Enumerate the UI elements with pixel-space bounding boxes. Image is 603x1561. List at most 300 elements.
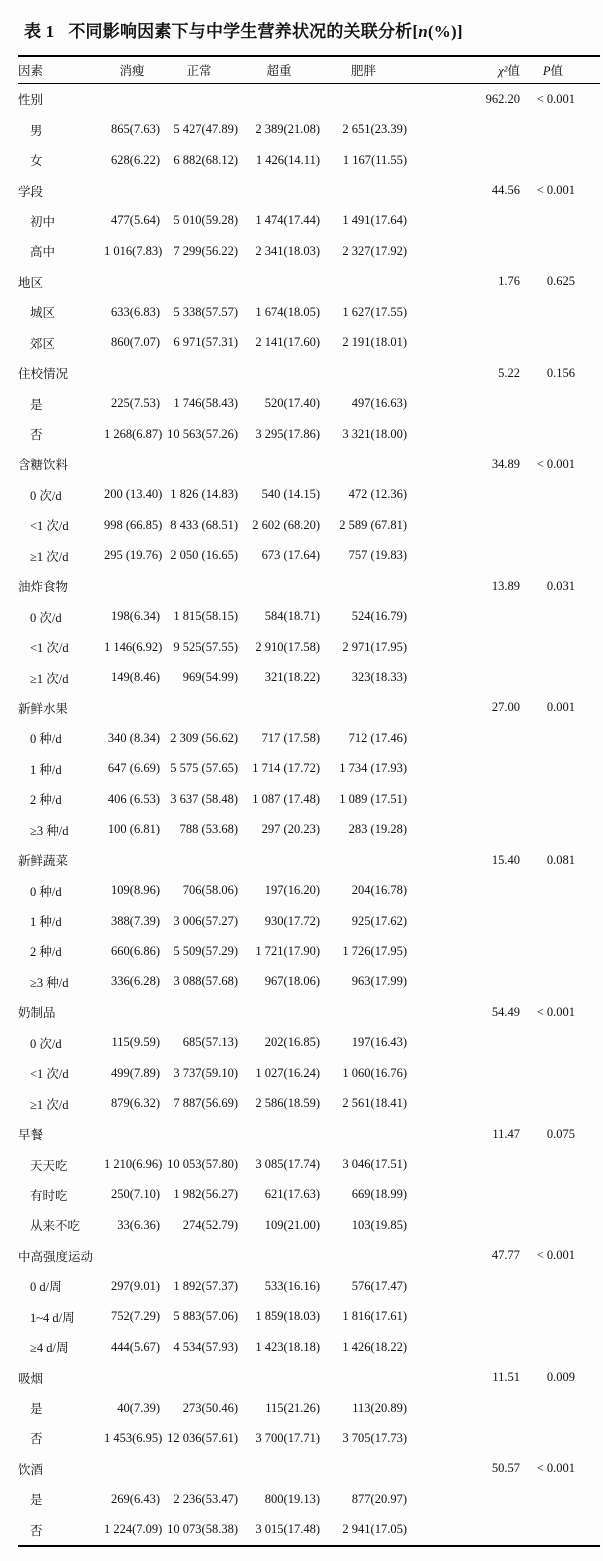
- cell-p-value: [520, 875, 600, 905]
- cell-n-percent: 269(6.43): [111, 1491, 160, 1506]
- cell-n-percent: 197(16.43): [351, 1035, 407, 1050]
- table-row: [18, 1241, 600, 1271]
- cell-p-value: < 0.001: [536, 1004, 575, 1019]
- cell-chi2-value: [407, 662, 520, 692]
- cell-n-percent: 5 509(57.29): [173, 943, 238, 958]
- cell-n-percent: 100 (6.81): [107, 822, 160, 837]
- table-header: [18, 56, 600, 84]
- cell-chi2-value: [407, 1180, 520, 1210]
- cell-n-percent: 1 627(17.55): [342, 304, 407, 319]
- cell-p-value: [520, 541, 600, 571]
- cell-chi2-value: 54.49: [491, 1004, 520, 1019]
- cell-chi2-value: [407, 601, 520, 631]
- header-obese: 肥胖: [320, 56, 407, 84]
- cell-chi2-value: [407, 114, 520, 144]
- cell-n-percent: [104, 1241, 160, 1271]
- header-row: [18, 56, 600, 84]
- table-row: [18, 1393, 600, 1423]
- cell-n-percent: 4 534(57.93): [173, 1339, 238, 1354]
- cell-n-percent: 1 674(18.05): [255, 304, 320, 319]
- cell-n-percent: [104, 693, 160, 723]
- cell-chi2-value: [407, 1515, 520, 1546]
- cell-n-percent: 2 561(18.41): [342, 1096, 407, 1111]
- row-label-sub: 0 d/周: [30, 1280, 62, 1295]
- statistics-table: [18, 55, 600, 1547]
- cell-chi2-value: 50.57: [491, 1461, 520, 1476]
- row-label-sub: 1~4 d/周: [30, 1310, 75, 1325]
- cell-p-value: [520, 1028, 600, 1058]
- cell-n-percent: 406 (6.53): [107, 791, 160, 806]
- cell-n-percent: 3 700(17.71): [255, 1430, 320, 1445]
- cell-n-percent: [160, 1241, 238, 1271]
- row-label-category: 新鲜蔬菜: [18, 854, 69, 869]
- cell-n-percent: 3 737(59.10): [173, 1065, 238, 1080]
- cell-p-value: [520, 480, 600, 510]
- cell-n-percent: [104, 845, 160, 875]
- table-row: [18, 419, 600, 449]
- cell-p-value: [520, 815, 600, 845]
- cell-n-percent: 1 089 (17.51): [339, 791, 407, 806]
- cell-n-percent: 647 (6.69): [107, 761, 160, 776]
- cell-chi2-value: [407, 388, 520, 418]
- cell-p-value: 0.081: [546, 852, 575, 867]
- cell-n-percent: [238, 1454, 320, 1484]
- table-row: [18, 297, 600, 327]
- cell-n-percent: [320, 1454, 407, 1484]
- cell-chi2-value: [407, 1332, 520, 1362]
- cell-n-percent: [238, 358, 320, 388]
- cell-n-percent: 2 309 (56.62): [170, 730, 238, 745]
- cell-p-value: < 0.001: [536, 183, 575, 198]
- table-row: [18, 358, 600, 388]
- cell-p-value: [520, 1302, 600, 1332]
- cell-n-percent: 197(16.20): [264, 883, 320, 898]
- cell-n-percent: 930(17.72): [264, 913, 320, 928]
- cell-p-value: [520, 1180, 600, 1210]
- row-label-category: 性别: [18, 93, 44, 108]
- row-label-sub: 0 种/d: [30, 884, 62, 899]
- cell-n-percent: [238, 175, 320, 205]
- cell-n-percent: 1 721(17.90): [255, 943, 320, 958]
- cell-n-percent: 40(7.39): [117, 1400, 160, 1415]
- cell-n-percent: 865(7.63): [111, 122, 160, 137]
- table-row: [18, 1149, 600, 1179]
- cell-n-percent: 3 321(18.00): [342, 426, 407, 441]
- cell-n-percent: 860(7.07): [111, 335, 160, 350]
- cell-chi2-value: 13.89: [491, 578, 520, 593]
- row-label-sub: ≥1 次/d: [30, 1097, 69, 1112]
- row-label-sub: 0 次/d: [30, 1036, 62, 1051]
- table-row: [18, 328, 600, 358]
- table-row: [18, 480, 600, 510]
- row-label-category: 吸烟: [18, 1371, 44, 1386]
- cell-n-percent: 800(19.13): [264, 1491, 320, 1506]
- table-row: [18, 845, 600, 875]
- cell-n-percent: [320, 1362, 407, 1392]
- cell-n-percent: 533(16.16): [264, 1278, 320, 1293]
- cell-n-percent: 669(18.99): [351, 1187, 407, 1202]
- cell-n-percent: 33(6.36): [117, 1217, 160, 1232]
- cell-n-percent: 2 589 (67.81): [339, 517, 407, 532]
- cell-n-percent: [238, 449, 320, 479]
- row-label-sub: 否: [30, 428, 43, 443]
- cell-n-percent: 283 (19.28): [348, 822, 407, 837]
- header-thin: 消瘦: [104, 56, 160, 84]
- cell-p-value: [520, 328, 600, 358]
- table-number: 表 1: [24, 22, 55, 41]
- row-label-sub: 2 种/d: [30, 793, 62, 808]
- cell-p-value: 0.009: [546, 1370, 575, 1385]
- row-label-sub: ≥3 种/d: [30, 823, 69, 838]
- cell-p-value: [520, 967, 600, 997]
- cell-n-percent: 752(7.29): [111, 1309, 160, 1324]
- cell-p-value: < 0.001: [536, 456, 575, 471]
- row-label-sub: 0 种/d: [30, 732, 62, 747]
- cell-chi2-value: 11.51: [492, 1370, 520, 1385]
- cell-n-percent: 1 268(6.87): [104, 426, 163, 441]
- cell-p-value: [520, 754, 600, 784]
- cell-n-percent: [238, 997, 320, 1027]
- table-row: [18, 541, 600, 571]
- row-label-sub: 是: [30, 1402, 43, 1417]
- cell-chi2-value: [407, 541, 520, 571]
- cell-chi2-value: [407, 328, 520, 358]
- cell-p-value: [520, 601, 600, 631]
- cell-n-percent: 7 887(56.69): [173, 1096, 238, 1111]
- cell-p-value: 0.075: [546, 1126, 575, 1141]
- cell-p-value: 0.031: [546, 578, 575, 593]
- cell-n-percent: [160, 175, 238, 205]
- table-row: [18, 1088, 600, 1118]
- table-row: [18, 1484, 600, 1514]
- cell-n-percent: 12 036(57.61): [167, 1430, 238, 1445]
- cell-n-percent: 633(6.83): [111, 304, 160, 319]
- cell-chi2-value: [407, 1302, 520, 1332]
- cell-n-percent: [104, 84, 160, 115]
- cell-n-percent: [238, 84, 320, 115]
- title-unit: (%)]: [427, 22, 463, 41]
- table-row: [18, 84, 600, 115]
- row-label-category: 饮酒: [18, 1462, 44, 1477]
- table-row: [18, 723, 600, 753]
- cell-n-percent: [160, 358, 238, 388]
- header-overweight: 超重: [238, 56, 320, 84]
- table-body: [18, 84, 600, 1547]
- cell-chi2-value: [407, 1058, 520, 1088]
- cell-n-percent: [320, 997, 407, 1027]
- table-row: [18, 875, 600, 905]
- cell-p-value: [520, 1423, 600, 1453]
- cell-n-percent: 1 726(17.95): [342, 943, 407, 958]
- table-row: [18, 388, 600, 418]
- cell-n-percent: 202(16.85): [264, 1035, 320, 1050]
- chi2-symbol: χ²: [498, 64, 508, 78]
- cell-n-percent: 3 015(17.48): [255, 1522, 320, 1537]
- cell-n-percent: 1 027(16.24): [255, 1065, 320, 1080]
- cell-chi2-value: [407, 510, 520, 540]
- cell-n-percent: 877(20.97): [351, 1491, 407, 1506]
- table-row: [18, 601, 600, 631]
- cell-p-value: [520, 723, 600, 753]
- cell-n-percent: 969(54.99): [182, 670, 238, 685]
- cell-chi2-value: [407, 723, 520, 753]
- cell-n-percent: 7 299(56.22): [173, 243, 238, 258]
- cell-n-percent: 444(5.67): [111, 1339, 160, 1354]
- cell-n-percent: 3 006(57.27): [173, 913, 238, 928]
- cell-p-value: 0.625: [546, 274, 575, 289]
- cell-n-percent: 788 (53.68): [179, 822, 238, 837]
- row-label-sub: <1 次/d: [30, 1067, 69, 1082]
- row-label-sub: ≥4 d/周: [30, 1341, 69, 1356]
- table-title-text: 不同影响因素下与中学生营养状况的关联分析: [68, 22, 413, 41]
- table-row: [18, 1362, 600, 1392]
- table-row: [18, 1058, 600, 1088]
- cell-p-value: [520, 906, 600, 936]
- cell-n-percent: 1 746(58.43): [173, 396, 238, 411]
- row-label-sub: <1 次/d: [30, 519, 69, 534]
- row-label-category: 奶制品: [18, 1006, 56, 1021]
- cell-p-value: [520, 1271, 600, 1301]
- cell-n-percent: 321(18.22): [264, 670, 320, 685]
- row-label-sub: 天天吃: [30, 1158, 68, 1173]
- cell-n-percent: 2 941(17.05): [342, 1522, 407, 1537]
- table-row: [18, 1515, 600, 1546]
- table-row: [18, 967, 600, 997]
- cell-p-value: [520, 1332, 600, 1362]
- cell-n-percent: 1 815(58.15): [173, 609, 238, 624]
- cell-chi2-value: [407, 875, 520, 905]
- cell-chi2-value: [407, 419, 520, 449]
- cell-chi2-value: [407, 1210, 520, 1240]
- table-row: [18, 449, 600, 479]
- cell-n-percent: 2 050 (16.65): [170, 548, 238, 563]
- table-row: [18, 145, 600, 175]
- cell-n-percent: 200 (13.40): [104, 487, 163, 502]
- cell-n-percent: 540 (14.15): [261, 487, 320, 502]
- cell-n-percent: 1 210(6.96): [104, 1157, 163, 1172]
- table-row: [18, 754, 600, 784]
- cell-chi2-value: [407, 1149, 520, 1179]
- row-label-sub: ≥1 次/d: [30, 549, 69, 564]
- cell-chi2-value: [407, 1028, 520, 1058]
- cell-n-percent: [320, 1119, 407, 1149]
- cell-p-value: [520, 1088, 600, 1118]
- cell-n-percent: [160, 571, 238, 601]
- row-label-sub: 高中: [30, 245, 56, 260]
- cell-n-percent: 388(7.39): [111, 913, 160, 928]
- cell-n-percent: 6 882(68.12): [173, 152, 238, 167]
- cell-n-percent: 9 525(57.55): [173, 639, 238, 654]
- cell-n-percent: 673 (17.64): [261, 548, 320, 563]
- cell-n-percent: 967(18.06): [264, 974, 320, 989]
- cell-n-percent: 963(17.99): [351, 974, 407, 989]
- cell-n-percent: 1 859(18.03): [255, 1309, 320, 1324]
- cell-n-percent: 2 341(18.03): [255, 243, 320, 258]
- table-row: [18, 267, 600, 297]
- cell-n-percent: 2 651(23.39): [342, 122, 407, 137]
- p-label: 值: [550, 64, 563, 78]
- cell-chi2-value: [407, 145, 520, 175]
- cell-n-percent: [160, 84, 238, 115]
- cell-n-percent: [104, 175, 160, 205]
- cell-n-percent: 5 883(57.06): [173, 1309, 238, 1324]
- cell-chi2-value: [407, 632, 520, 662]
- cell-n-percent: [104, 1119, 160, 1149]
- cell-n-percent: 2 971(17.95): [342, 639, 407, 654]
- row-label-sub: 2 种/d: [30, 945, 62, 960]
- cell-n-percent: [320, 1241, 407, 1271]
- table-row: [18, 1210, 600, 1240]
- cell-n-percent: 1 060(16.76): [342, 1065, 407, 1080]
- cell-p-value: [520, 145, 600, 175]
- row-label-sub: ≥3 种/d: [30, 975, 69, 990]
- table-row: [18, 784, 600, 814]
- cell-n-percent: 3 705(17.73): [342, 1430, 407, 1445]
- cell-n-percent: [160, 1454, 238, 1484]
- row-label-sub: 0 次/d: [30, 610, 62, 625]
- cell-chi2-value: [407, 206, 520, 236]
- cell-p-value: 0.156: [546, 365, 575, 380]
- cell-n-percent: 250(7.10): [111, 1187, 160, 1202]
- cell-n-percent: 628(6.22): [111, 152, 160, 167]
- table-row: [18, 906, 600, 936]
- cell-p-value: [520, 206, 600, 236]
- cell-p-value: < 0.001: [536, 1461, 575, 1476]
- cell-n-percent: 706(58.06): [182, 883, 238, 898]
- cell-n-percent: 499(7.89): [111, 1065, 160, 1080]
- cell-p-value: < 0.001: [536, 1248, 575, 1263]
- table-row: [18, 1180, 600, 1210]
- cell-n-percent: [160, 845, 238, 875]
- cell-p-value: 0.001: [546, 700, 575, 715]
- cell-n-percent: [320, 693, 407, 723]
- row-label-sub: 是: [30, 1493, 43, 1508]
- cell-n-percent: [104, 571, 160, 601]
- cell-p-value: [520, 114, 600, 144]
- cell-n-percent: 524(16.79): [351, 609, 407, 624]
- cell-n-percent: 115(21.26): [265, 1400, 320, 1415]
- cell-n-percent: 3 295(17.86): [255, 426, 320, 441]
- cell-p-value: [520, 1393, 600, 1423]
- cell-n-percent: [320, 845, 407, 875]
- cell-n-percent: 109(21.00): [264, 1217, 320, 1232]
- cell-n-percent: 1 714 (17.72): [252, 761, 320, 776]
- row-label-sub: 男: [30, 123, 43, 138]
- cell-n-percent: 712 (17.46): [348, 730, 407, 745]
- row-label-category: 含糖饮料: [18, 458, 69, 473]
- cell-p-value: [520, 419, 600, 449]
- table-row: [18, 236, 600, 266]
- cell-n-percent: [160, 693, 238, 723]
- cell-n-percent: 149(8.46): [111, 670, 160, 685]
- cell-n-percent: 621(17.63): [264, 1187, 320, 1202]
- table-row: [18, 997, 600, 1027]
- header-factor: 因素: [18, 56, 104, 84]
- cell-n-percent: 274(52.79): [182, 1217, 238, 1232]
- cell-n-percent: [160, 1119, 238, 1149]
- table-row: [18, 1271, 600, 1301]
- cell-n-percent: [160, 997, 238, 1027]
- cell-chi2-value: [407, 906, 520, 936]
- cell-chi2-value: 15.40: [491, 852, 520, 867]
- cell-p-value: [520, 1058, 600, 1088]
- cell-n-percent: 336(6.28): [111, 974, 160, 989]
- cell-n-percent: 115(9.59): [111, 1035, 160, 1050]
- header-chi2: [407, 56, 520, 84]
- cell-chi2-value: [407, 1484, 520, 1514]
- cell-n-percent: [238, 693, 320, 723]
- cell-n-percent: 1 146(6.92): [104, 639, 163, 654]
- cell-n-percent: [238, 1362, 320, 1392]
- cell-p-value: [520, 1515, 600, 1546]
- cell-n-percent: 323(18.33): [351, 670, 407, 685]
- table-title: [24, 17, 584, 42]
- row-label-sub: ≥1 次/d: [30, 671, 69, 686]
- cell-n-percent: 998 (66.85): [104, 517, 163, 532]
- cell-n-percent: 2 586(18.59): [255, 1096, 320, 1111]
- cell-n-percent: [320, 358, 407, 388]
- cell-n-percent: 1 491(17.64): [342, 213, 407, 228]
- cell-n-percent: [320, 571, 407, 601]
- cell-n-percent: 2 191(18.01): [342, 335, 407, 350]
- cell-n-percent: 1 892(57.37): [173, 1278, 238, 1293]
- cell-n-percent: 584(18.71): [264, 609, 320, 624]
- cell-chi2-value: [407, 297, 520, 327]
- cell-n-percent: [320, 449, 407, 479]
- cell-n-percent: 5 575 (57.65): [170, 761, 238, 776]
- cell-chi2-value: [407, 754, 520, 784]
- cell-n-percent: 103(19.85): [351, 1217, 407, 1232]
- cell-n-percent: 1 016(7.83): [104, 243, 163, 258]
- cell-n-percent: 3 637 (58.48): [170, 791, 238, 806]
- cell-chi2-value: 34.89: [491, 456, 520, 471]
- row-label-category: 住校情况: [18, 367, 69, 382]
- cell-n-percent: 472 (12.36): [348, 487, 407, 502]
- cell-n-percent: 1 423(18.18): [255, 1339, 320, 1354]
- table-row: [18, 936, 600, 966]
- cell-n-percent: 2 141(17.60): [255, 335, 320, 350]
- cell-n-percent: 1 453(6.95): [104, 1430, 163, 1445]
- cell-p-value: [520, 784, 600, 814]
- cell-chi2-value: [407, 784, 520, 814]
- row-label-sub: 初中: [30, 214, 56, 229]
- table-row: [18, 662, 600, 692]
- cell-n-percent: 1 734 (17.93): [339, 761, 407, 776]
- cell-n-percent: 3 088(57.68): [173, 974, 238, 989]
- cell-chi2-value: [407, 1393, 520, 1423]
- table-row: [18, 632, 600, 662]
- cell-n-percent: [238, 1119, 320, 1149]
- cell-chi2-value: [407, 480, 520, 510]
- cell-chi2-value: [407, 967, 520, 997]
- cell-n-percent: 576(17.47): [351, 1278, 407, 1293]
- table-row: [18, 175, 600, 205]
- cell-n-percent: 113(20.89): [352, 1400, 407, 1415]
- cell-chi2-value: 11.47: [492, 1126, 520, 1141]
- row-label-category: 学段: [18, 184, 44, 199]
- row-label-sub: 1 种/d: [30, 762, 62, 777]
- cell-n-percent: [160, 449, 238, 479]
- cell-n-percent: 520(17.40): [264, 396, 320, 411]
- row-label-category: 新鲜水果: [18, 701, 69, 716]
- row-label-sub: 否: [30, 1523, 43, 1538]
- title-n-symbol: n: [418, 22, 428, 41]
- cell-chi2-value: [407, 1423, 520, 1453]
- cell-n-percent: 497(16.63): [351, 396, 407, 411]
- cell-n-percent: [104, 1362, 160, 1392]
- cell-n-percent: 925(17.62): [351, 913, 407, 928]
- row-label-category: 早餐: [18, 1128, 44, 1143]
